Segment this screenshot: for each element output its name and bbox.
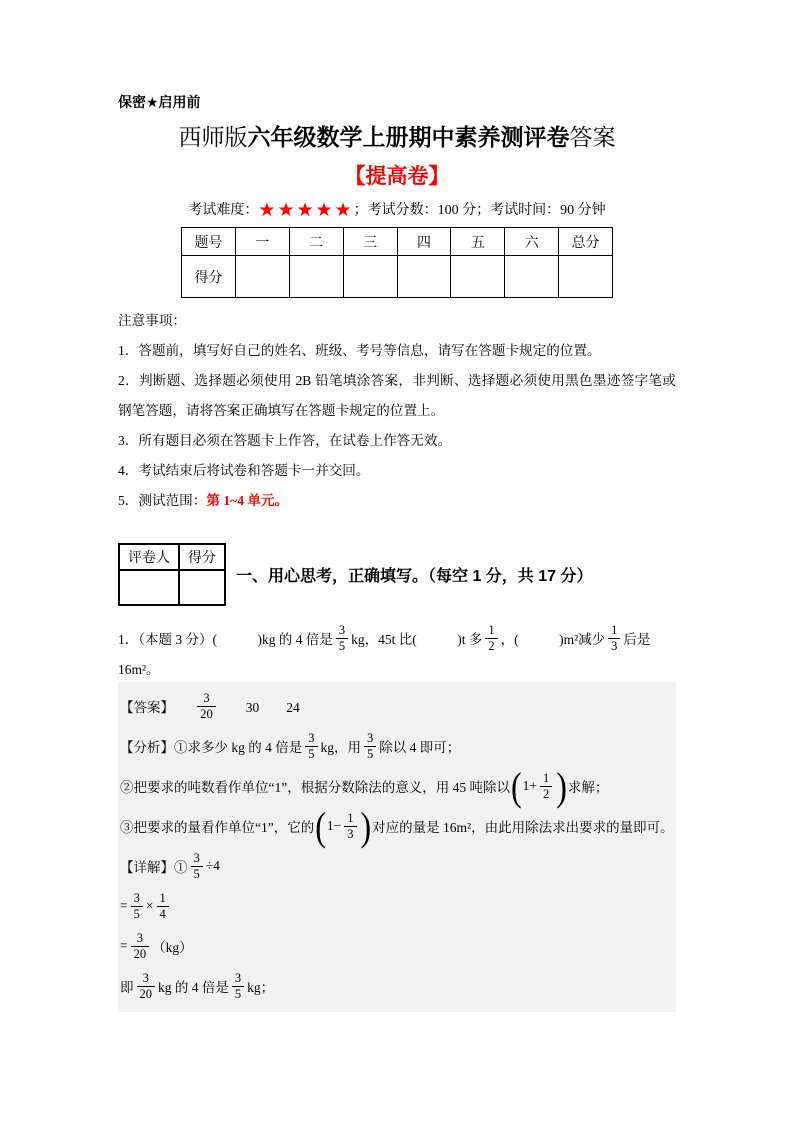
fraction-denominator: 5 (193, 866, 200, 881)
fraction-denominator: 3 (347, 826, 354, 841)
note-item-5-prefix: 5．测试范围： (118, 493, 207, 508)
score-cell-empty (343, 256, 397, 298)
score-label-cell: 得分 (179, 544, 225, 570)
text-segment: × (145, 898, 154, 913)
answer-line (120, 686, 676, 726)
fraction-denominator: 5 (338, 638, 346, 653)
text-segment: 求解； (567, 780, 609, 795)
fraction-numerator: 3 (137, 971, 156, 987)
score-cell-empty (505, 256, 559, 298)
fraction-numerator: 3 (197, 691, 216, 707)
question-1-line-1 (118, 616, 676, 660)
score-row-label: 得分 (182, 256, 236, 298)
paper-level-badge: 【提高卷】 (344, 165, 450, 188)
score-table-header-cell: 六 (505, 228, 559, 256)
text-segment: 后是 (623, 632, 651, 647)
big-parenthesis: ) (360, 803, 372, 849)
fraction-numerator: 3 (191, 851, 203, 867)
fraction-denominator: 20 (133, 946, 147, 961)
exam-notes (118, 306, 676, 516)
title-main: 六年级数学上册期中素养测评卷 (247, 124, 570, 150)
exam-info-line (118, 198, 676, 223)
text-segment: kg 的 4 倍是 (158, 980, 229, 995)
text-segment: ÷4 (205, 858, 220, 873)
text-segment: 对应的量是 16m²，由此用除法求出要求的量即可。 (372, 820, 674, 835)
fraction-numerator: 3 (336, 623, 348, 639)
fraction (197, 691, 216, 722)
note-item-4: 4．考试结束后将试卷和答题卡一并交回。 (118, 463, 370, 478)
text-segment: kg，45t 比( )t 多 (351, 632, 483, 647)
fraction-denominator: 20 (139, 986, 152, 1001)
text-segment: 除以 4 即可； (379, 740, 461, 755)
detail-line-2 (120, 886, 676, 926)
score-table-header-cell: 题号 (182, 228, 236, 256)
score-table-header-cell: 五 (451, 228, 505, 256)
analysis-line-2 (120, 763, 676, 809)
title-prefix: 西师版 (178, 125, 248, 150)
fraction-numerator: 1 (485, 623, 497, 639)
analysis-line-3 (120, 803, 676, 849)
score-blank-cell (179, 570, 225, 605)
note-item-3: 3．所有题目必须在答题卡上作答，在试卷上作答无效。 (118, 433, 452, 448)
fraction-denominator: 5 (133, 906, 140, 921)
page-title (118, 122, 676, 153)
text-segment: 【分析】①求多少 kg 的 4 倍是 (120, 740, 303, 755)
fraction-denominator: 20 (200, 706, 213, 721)
note-item-5-range: 第 1~4 单元。 (206, 493, 289, 508)
fraction (608, 623, 620, 654)
note-item-1: 1．答题前，填写好自己的姓名、班级、考号等信息，请写在答题卡规定的位置。 (118, 343, 601, 358)
big-parenthesis: ( (315, 803, 326, 849)
confidential-notice: 保密★启用前 (118, 94, 201, 110)
text-segment: 1− (326, 818, 342, 833)
fraction-denominator: 5 (234, 986, 242, 1001)
text-segment: kg，用 (320, 740, 361, 755)
fraction-numerator: 3 (305, 731, 317, 747)
fraction (157, 891, 169, 922)
text-segment: 1．（本题 3 分）( )kg 的 4 倍是 (118, 632, 333, 647)
fraction (344, 811, 356, 842)
text-segment: kg； (247, 980, 275, 995)
score-table-score-row (182, 256, 613, 298)
score-cell-empty (451, 256, 505, 298)
text-segment: ②把要求的吨数看作单位“1”，根据分数除法的意义，用 45 吨除以 (120, 780, 510, 795)
analysis-line-1 (120, 726, 676, 766)
fraction (305, 731, 317, 762)
text-segment: ，( )m²减少 (500, 632, 606, 647)
note-item-5 (118, 486, 676, 516)
difficulty-label: 考试难度： (188, 203, 259, 218)
big-parenthesis: ( (510, 763, 522, 809)
score-table-header-cell: 四 (397, 228, 451, 256)
fraction (540, 771, 552, 802)
text-segment: ③把要求的量看作单位“1”，它的 (120, 820, 315, 835)
title-suffix: 答案 (569, 125, 616, 150)
score-cell-empty (397, 256, 451, 298)
detail-line-4 (120, 966, 676, 1006)
reviewer-table-blank-row (119, 570, 225, 605)
fraction-numerator: 3 (232, 971, 244, 987)
fraction-denominator: 3 (611, 638, 618, 653)
reviewer-section (118, 543, 676, 606)
question-1 (118, 616, 676, 680)
answer-explanation-block (118, 682, 676, 1012)
text-segment: 【答案】 (120, 700, 195, 715)
reviewer-label-cell: 评卷人 (119, 544, 179, 570)
fraction (131, 891, 143, 922)
text-segment: = (120, 938, 128, 953)
fraction (191, 851, 203, 882)
detail-line-3 (120, 926, 676, 966)
fraction-numerator: 3 (131, 891, 143, 907)
fraction-denominator: 4 (159, 906, 166, 921)
score-time-label: ；考试分数：100 分；考试时间：90 分钟 (353, 203, 606, 218)
fraction-numerator: 3 (364, 731, 376, 747)
text-segment: （kg） (152, 940, 193, 955)
detail-line-1 (120, 846, 676, 886)
reviewer-table-header-row (119, 544, 225, 570)
score-cell-empty (235, 256, 289, 298)
fraction-denominator: 2 (543, 786, 550, 801)
fraction-denominator: 2 (488, 638, 495, 653)
fraction-numerator: 3 (131, 931, 150, 947)
score-table-header-row (182, 228, 613, 256)
text-segment: 1+ (522, 778, 538, 793)
fraction-numerator: 1 (540, 771, 552, 787)
score-table-header-cell: 三 (343, 228, 397, 256)
notes-heading: 注意事项： (118, 313, 186, 328)
reviewer-score-table (118, 543, 226, 606)
text-segment: 【详解】① (120, 860, 188, 875)
score-table-header-cell: 二 (289, 228, 343, 256)
fraction-denominator: 5 (367, 746, 374, 761)
note-item-2: 2．判断题、选择题必须使用 2B 铅笔填涂答案，非判断、选择题必须使用黑色墨迹签字笔或钢笔答题，请将答案正确填写在答题卡规定的位置上。 (118, 373, 676, 418)
score-summary-table (181, 227, 613, 298)
reviewer-blank-cell (119, 570, 179, 605)
fraction (336, 623, 348, 654)
score-cell-empty (559, 256, 613, 298)
fraction (232, 971, 244, 1002)
fraction (364, 731, 376, 762)
text-segment: = (120, 898, 128, 913)
fraction-denominator: 5 (308, 746, 315, 761)
fraction-numerator: 1 (157, 891, 169, 907)
fraction (137, 971, 156, 1002)
fraction (131, 931, 150, 962)
score-table-header-cell: 一 (235, 228, 289, 256)
fraction-numerator: 1 (344, 811, 356, 827)
section1-heading: 一、用心思考，正确填写。（每空 1 分，共 17 分） (236, 568, 593, 585)
difficulty-stars-icon: ★★★★★ (258, 199, 354, 221)
question-1-line-2: 16m²。 (118, 662, 160, 677)
page-content (118, 0, 676, 1012)
text-segment: 30 24 (218, 700, 300, 715)
fraction-numerator: 1 (608, 623, 620, 639)
big-parenthesis: ) (556, 763, 567, 809)
score-cell-empty (289, 256, 343, 298)
score-table-header-cell: 总分 (559, 228, 613, 256)
text-segment: 即 (120, 980, 134, 995)
fraction (485, 623, 497, 654)
